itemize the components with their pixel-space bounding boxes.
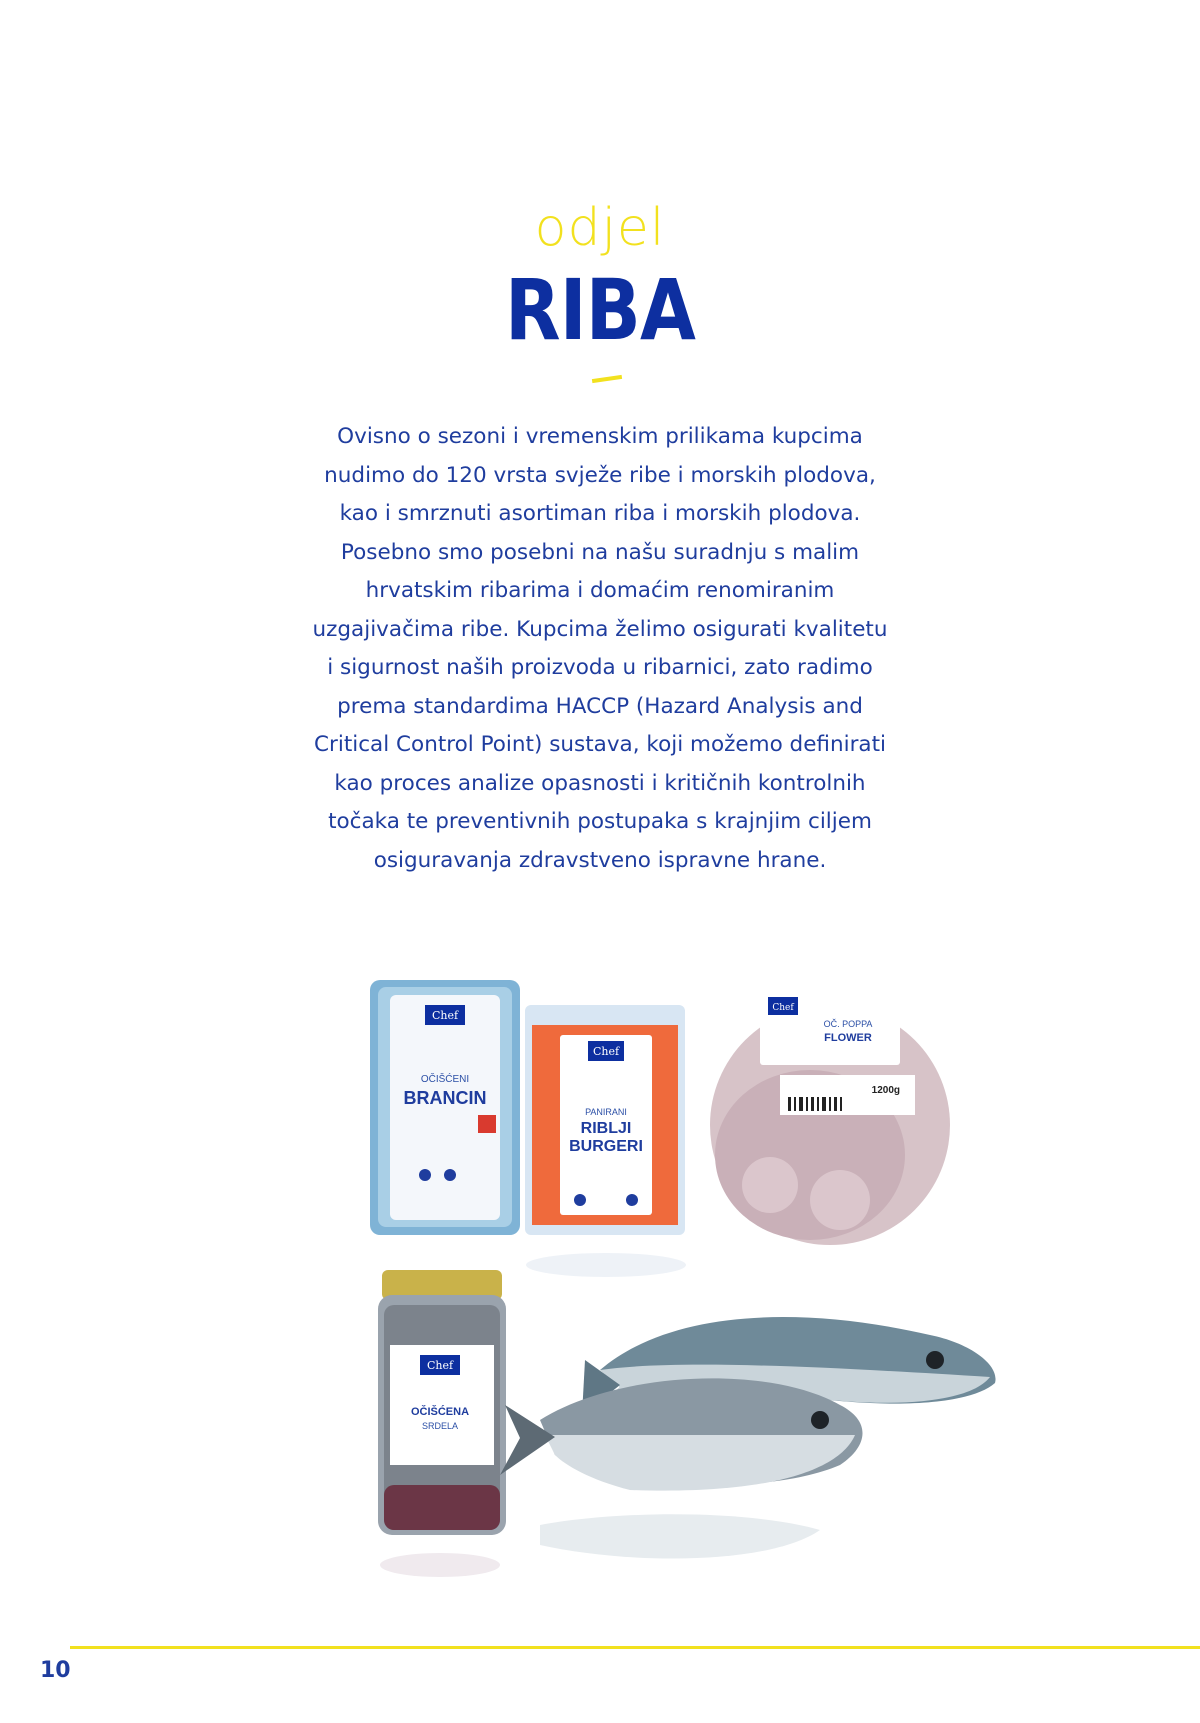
intro-paragraph: Ovisno o sezoni i vremenskim prilikama kupcima nudimo do 120 vrsta svježe ribe i morskih plodova, kao i smrznuti asortiman riba i morskih plodova. Posebno smo posebni na našu suradnju s malim hrvatskim ribarima i domaćim renomiranim uzgajivačima ribe. Kupcima želimo osigurati kvalitetu i sigurnost naših proizvoda u ribarnici, zato radimo prema standardima HACCP (Hazard Analysis and Critical Control Point) sustava, koji možemo definirati kao proces analize opasnosti i kritičnih kontrolnih točaka te preventivnih postupaka s krajnjim ciljem osiguravanja zdravstveno ispravne hrane.	[312, 424, 888, 873]
hobotnica-line2: FLOWER	[824, 1032, 872, 1044]
brancin-package	[370, 980, 520, 1235]
burgeri-line1: PANIRANI	[585, 1107, 627, 1117]
srdela-line2: SRDELA	[421, 1421, 459, 1431]
srdela-brand: Chef	[426, 1359, 454, 1372]
burgeri-brand: Chef	[592, 1045, 620, 1058]
hobotnica-weight: 1200g	[871, 1085, 900, 1096]
brancin-line1: OČIŠĆENI	[420, 1074, 470, 1085]
srdela-line1: OČIŠĆENA	[410, 1406, 470, 1418]
page-number: 10	[40, 1658, 71, 1683]
burgeri-line3: BURGERI	[569, 1138, 643, 1155]
brancin-brand: Chef	[431, 1009, 459, 1022]
hobotnica-package	[710, 990, 950, 1245]
burgeri-package	[525, 1005, 685, 1235]
fish-sea-bream	[500, 1378, 863, 1490]
brancin-line2: BRANCIN	[403, 1088, 487, 1108]
page-subtitle: odjel	[534, 198, 666, 258]
page-title: RIBA	[504, 261, 696, 359]
srdela-jar	[378, 1270, 506, 1535]
product-photo	[370, 965, 1010, 1585]
burgeri-line2: RIBLJI	[580, 1120, 632, 1137]
title-dash	[592, 375, 622, 383]
footer-line	[70, 1646, 1200, 1649]
hobotnica-line1: OČ. POPPA	[823, 1019, 873, 1029]
hobotnica-brand: Chef	[772, 1003, 794, 1013]
